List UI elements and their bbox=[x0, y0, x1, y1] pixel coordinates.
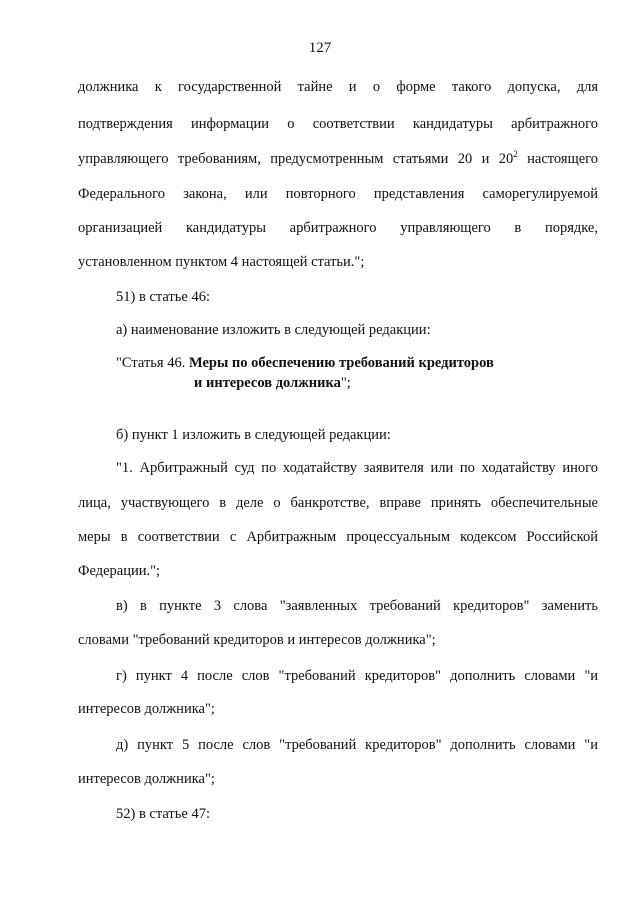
text-line: Федерации."; bbox=[78, 563, 161, 579]
text-line: интересов должника"; bbox=[78, 771, 215, 787]
text-line bbox=[78, 150, 598, 168]
text-line: подтверждения информации о соответствии кандидатуры арбитражного bbox=[78, 116, 598, 132]
list-item-d: д) пункт 5 после слов "требований кредиторов" дополнить словами "и bbox=[116, 737, 598, 753]
list-item-g: г) пункт 4 после слов "требований кредиторов" дополнить словами "и bbox=[116, 668, 598, 684]
text-segment: управляющего требованиям, предусмотренным статьями 20 и 20 bbox=[78, 151, 514, 167]
list-item-v: в) в пункте 3 слова "заявленных требований кредиторов" заменить bbox=[116, 598, 598, 614]
text-line: словами "требований кредиторов и интересов должника"; bbox=[78, 632, 436, 648]
heading-suffix: "; bbox=[340, 375, 351, 391]
heading-title-line1: Меры по обеспечению требований кредиторов bbox=[188, 355, 494, 371]
superscript: 2 bbox=[513, 149, 518, 160]
page-number: 127 bbox=[308, 40, 332, 56]
text-line: должника к государственной тайне и о форме такого допуска, для bbox=[78, 79, 598, 95]
heading-title-line2: и интересов должника bbox=[194, 375, 341, 391]
article-heading bbox=[78, 354, 598, 372]
document-body bbox=[78, 0, 598, 900]
list-item-a: а) наименование изложить в следующей редакции: bbox=[116, 322, 431, 338]
text-line: организацией кандидатуры арбитражного управляющего в порядке, bbox=[78, 220, 598, 236]
text-line: интересов должника"; bbox=[78, 701, 215, 717]
text-line: меры в соответствии с Арбитражным процессуальным кодексом Российской bbox=[78, 529, 598, 545]
text-segment: настоящего bbox=[517, 151, 599, 167]
list-item-b: б) пункт 1 изложить в следующей редакции: bbox=[116, 427, 391, 443]
text-line: установленном пунктом 4 настоящей статьи."; bbox=[78, 254, 365, 270]
heading-prefix: "Статья 46. bbox=[116, 355, 189, 371]
list-item-51: 51) в статье 46: bbox=[116, 289, 210, 305]
text-line: "1. Арбитражный суд по ходатайству заявителя или по ходатайству иного bbox=[116, 460, 598, 476]
list-item-52: 52) в статье 47: bbox=[116, 806, 210, 822]
text-line: Федерального закона, или повторного представления саморегулируемой bbox=[78, 186, 598, 202]
article-heading-line2 bbox=[194, 374, 351, 392]
text-line: лица, участвующего в деле о банкротстве, вправе принять обеспечительные bbox=[78, 495, 598, 511]
